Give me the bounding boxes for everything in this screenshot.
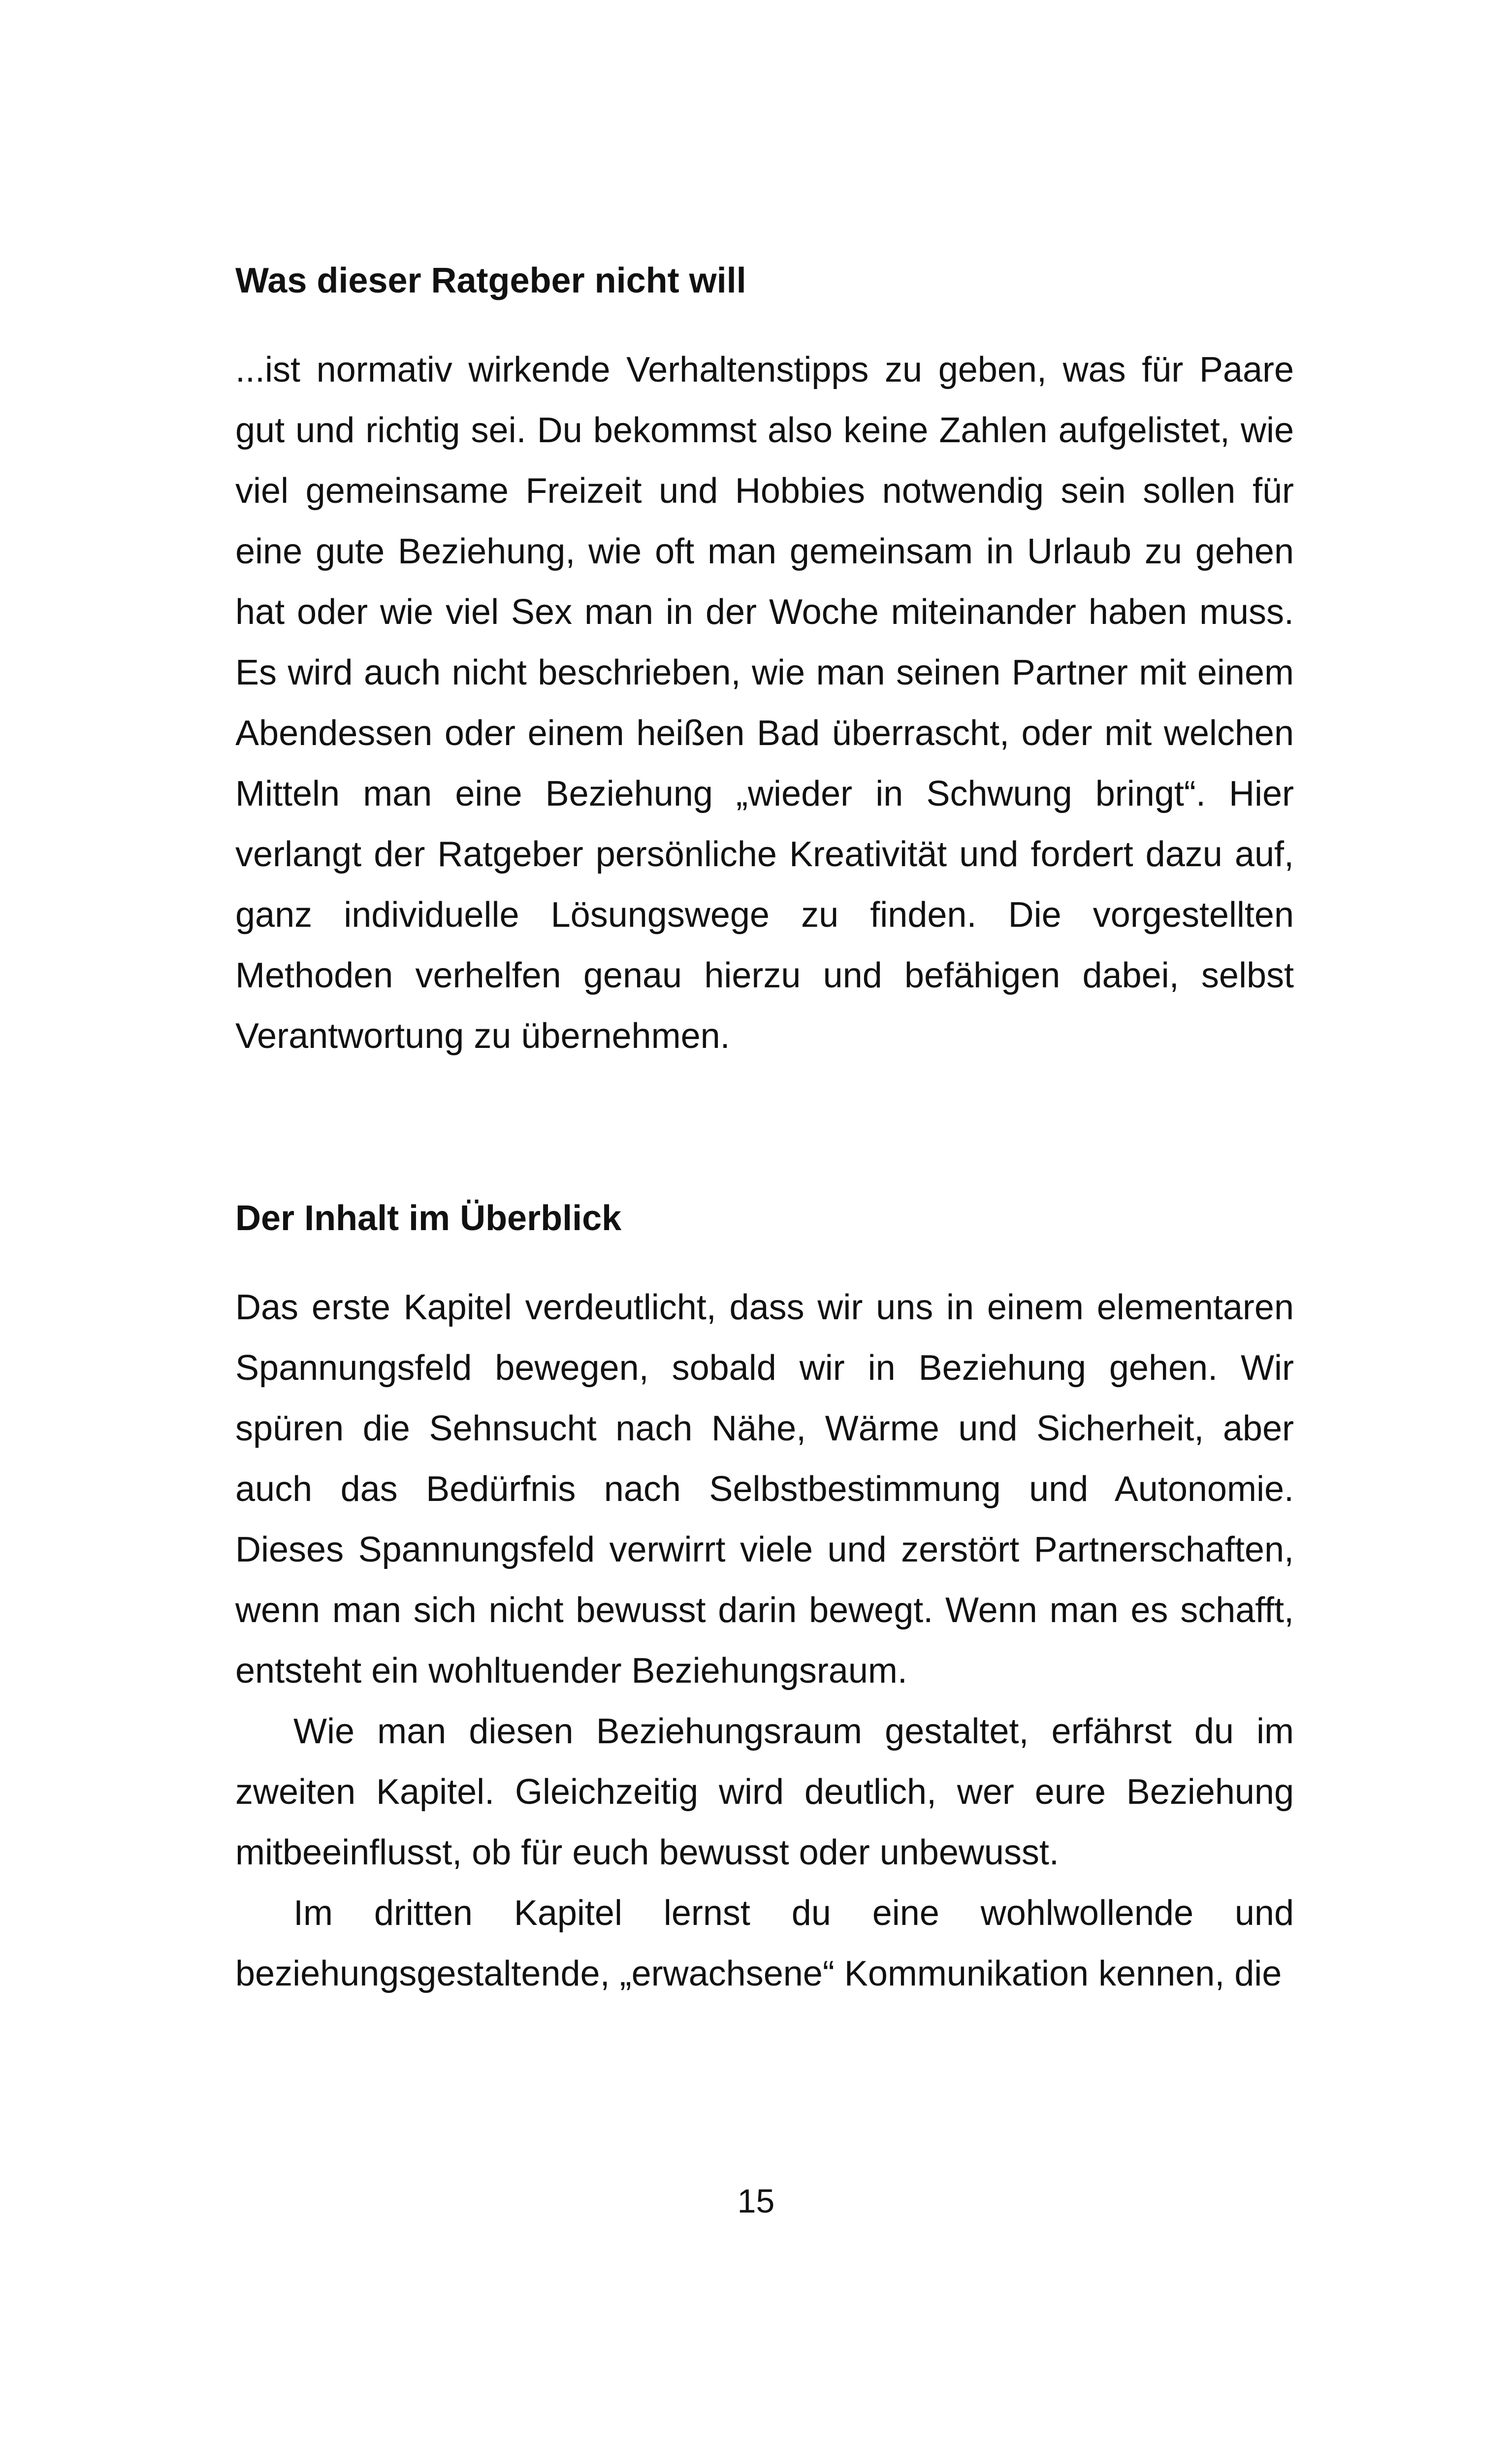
- body-paragraph: Im dritten Kapitel lernst du eine wohlwollende und beziehungsgestaltende, „erwachsene“ Kommunikation kennen, die: [235, 1893, 1294, 1993]
- body-paragraph: Wie man diesen Beziehungsraum gestaltet, erfährst du im zweiten Kapitel. Gleichzeitig wird deutlich, wer eure Beziehung mitbeeinflusst, ob für euch bewusst oder unbewusst.: [235, 1712, 1294, 1872]
- section-body-2: [235, 1277, 1294, 2004]
- section-heading-was-dieser-ratgeber-nicht-will: Was dieser Ratgeber nicht will: [235, 261, 746, 300]
- section-body-1: [235, 340, 1294, 1067]
- body-paragraph: Das erste Kapitel verdeutlicht, dass wir uns in einem elementaren Spannungsfeld bewegen, sobald wir in Beziehung gehen. Wir spüren die Sehnsucht nach Nähe, Wärme und Sicherheit, aber auch das Bedürfnis nach Selbstbestimmung und Autonomie. Dieses Spannungsfeld verwirrt viele und zerstört Partnerschaften, wenn man sich nicht bewusst darin bewegt. Wenn man es schafft, entsteht ein wohltuender Beziehungsraum.: [235, 1288, 1294, 1691]
- section-heading-der-inhalt-im-ueberblick: Der Inhalt im Überblick: [235, 1199, 622, 1238]
- body-paragraph: ...ist normativ wirkende Verhaltenstipps zu geben, was für Paare gut und richtig sei. Du bekommst also keine Zahlen aufgelistet, wie viel gemeinsame Freizeit und Hobbies notwendig sein sollen für eine gute Beziehung, wie oft man gemeinsam in Urlaub zu gehen hat oder wie viel Sex man in der Woche miteinander haben muss. Es wird auch nicht beschrieben, wie man seinen Partner mit einem Abendessen oder einem heißen Bad überrascht, oder mit welchen Mitteln man eine Beziehung „wieder in Schwung bringt“. Hier verlangt der Ratgeber persönliche Kreativität und fordert dazu auf, ganz individuelle Lösungswege zu finden. Die vorgestellten Methoden verhelfen genau hierzu und befähigen dabei, selbst Verantwortung zu übernehmen.: [235, 350, 1294, 1056]
- page-number: 15: [737, 2182, 775, 2220]
